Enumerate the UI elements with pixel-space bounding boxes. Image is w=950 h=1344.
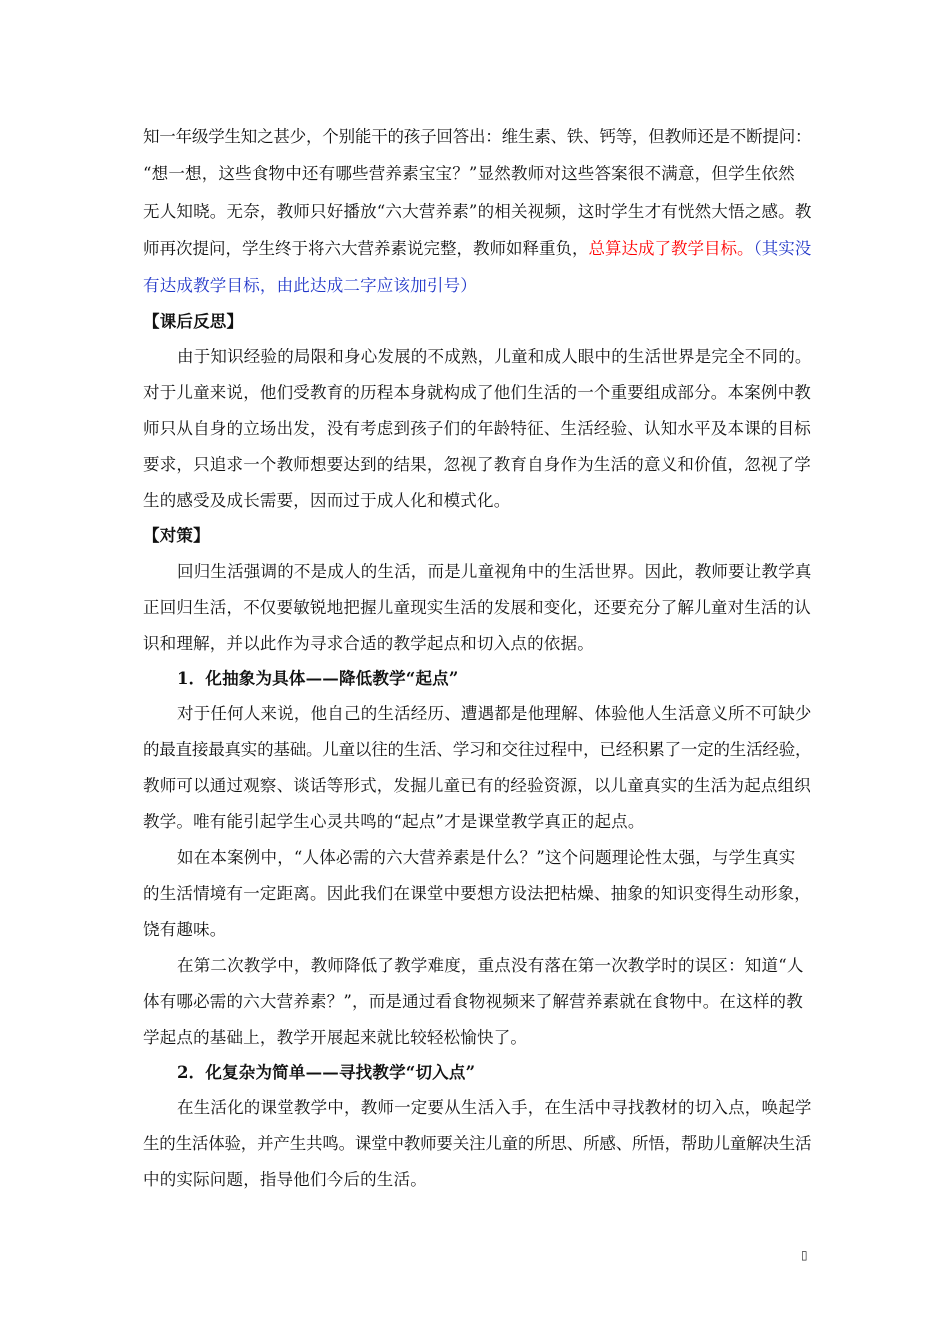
section1-p2-line-2: 的生活情境有一定距离。因此我们在课堂中要想方设法把枯燥、抽象的知识变得生动形象， (143, 884, 811, 903)
section1-p3-line-2: 体有哪必需的六大营养素？”，而是通过看食物视频来了解营养素就在食物中。在这样的教 (143, 992, 803, 1011)
intro-line-3: 无人知晓。无奈，教师只好播放“六大营养素”的相关视频，这时学生才有恍然大悟之感。教 (143, 202, 812, 221)
intro-line-4-text: 师再次提问，学生终于将六大营养素说完整，教师如释重负， (143, 239, 589, 258)
reflection-line-3: 师只从自身的立场出发，没有考虑到孩子们的年龄特征、生活经验、认知水平及本课的目标 (143, 419, 811, 438)
reflection-line-5: 生的感受及成长需要，因而过于成人化和模式化。 (143, 491, 511, 510)
section1-p3-line-1: 在第二次教学中，教师降低了教学难度，重点没有落在第一次教学时的误区：知道“人 (177, 956, 804, 975)
strategy-line-2: 正回归生活，不仅要敏锐地把握儿童现实生活的发展和变化，还要充分了解儿童对生活的认 (143, 598, 811, 617)
section2-p1-line-3: 中的实际问题，指导他们今后的生活。 (143, 1170, 427, 1189)
section1-p2-line-3: 饶有趣味。 (143, 920, 227, 939)
intro-line-2: “想一想，这些食物中还有哪些营养素宝宝？”显然教师对这些答案很不满意，但学生依然 (143, 164, 795, 183)
section1-p2-line-1: 如在本案例中，“人体必需的六大营养素是什么？”这个问题理论性太强，与学生真实 (177, 848, 796, 867)
section2-title: 2．化复杂为简单——寻找教学“切入点” (177, 1063, 476, 1082)
highlight-red-text: 总算达成了教学目标。 (588, 239, 754, 258)
section1-p1-line-1: 对于任何人来说，他自己的生活经历、遭遇都是他理解、体验他人生活意义所不可缺少 (177, 704, 812, 723)
section1-p1-line-2: 的最直接最真实的基础。儿童以往的生活、学习和交往过程中，已经积累了一定的生活经验， (143, 740, 812, 759)
section1-p3-line-3: 学起点的基础上，教学开展起来就比较轻松愉快了。 (143, 1028, 528, 1047)
page-marker: ▯ (801, 1248, 808, 1262)
intro-line-1: 知一年级学生知之甚少，个别能干的孩子回答出：维生素、铁、钙等，但教师还是不断提问： (143, 127, 812, 146)
reflection-line-2: 对于儿童来说，他们受教育的历程本身就构成了他们生活的一个重要组成部分。本案例中教 (143, 383, 811, 402)
strategy-line-3: 识和理解，并以此作为寻求合适的教学起点和切入点的依据。 (143, 634, 594, 653)
reflection-heading: 【课后反思】 (143, 312, 244, 331)
section1-p1-line-4: 教学。唯有能引起学生心灵共鸣的“起点”才是课堂教学真正的起点。 (143, 812, 645, 831)
reflection-line-1: 由于知识经验的局限和身心发展的不成熟，儿童和成人眼中的生活世界是完全不同的。 (177, 347, 812, 366)
section1-p1-line-3: 教师可以通过观察、谈话等形式，发掘儿童已有的经验资源，以儿童真实的生活为起点组织 (143, 776, 811, 795)
section2-p1-line-2: 生的生活体验，并产生共鸣。课堂中教师要关注儿童的所思、所感、所悟，帮助儿童解决生活 (143, 1134, 812, 1153)
strategy-heading: 【对策】 (143, 526, 210, 545)
annotation-blue-text: （其实没 (753, 239, 812, 258)
annotation-blue-line: 有达成教学目标，由此达成二字应该加引号） (143, 276, 477, 295)
intro-line-4 (143, 238, 813, 260)
section1-title: 1．化抽象为具体——降低教学“起点” (177, 669, 459, 688)
strategy-line-1: 回归生活强调的不是成人的生活，而是儿童视角中的生活世界。因此，教师要让教学真 (177, 562, 812, 581)
reflection-line-4: 要求，只追求一个教师想要达到的结果，忽视了教育自身作为生活的意义和价值，忽视了学 (143, 455, 811, 474)
section2-p1-line-1: 在生活化的课堂教学中，教师一定要从生活入手，在生活中寻找教材的切入点，唤起学 (177, 1098, 812, 1117)
